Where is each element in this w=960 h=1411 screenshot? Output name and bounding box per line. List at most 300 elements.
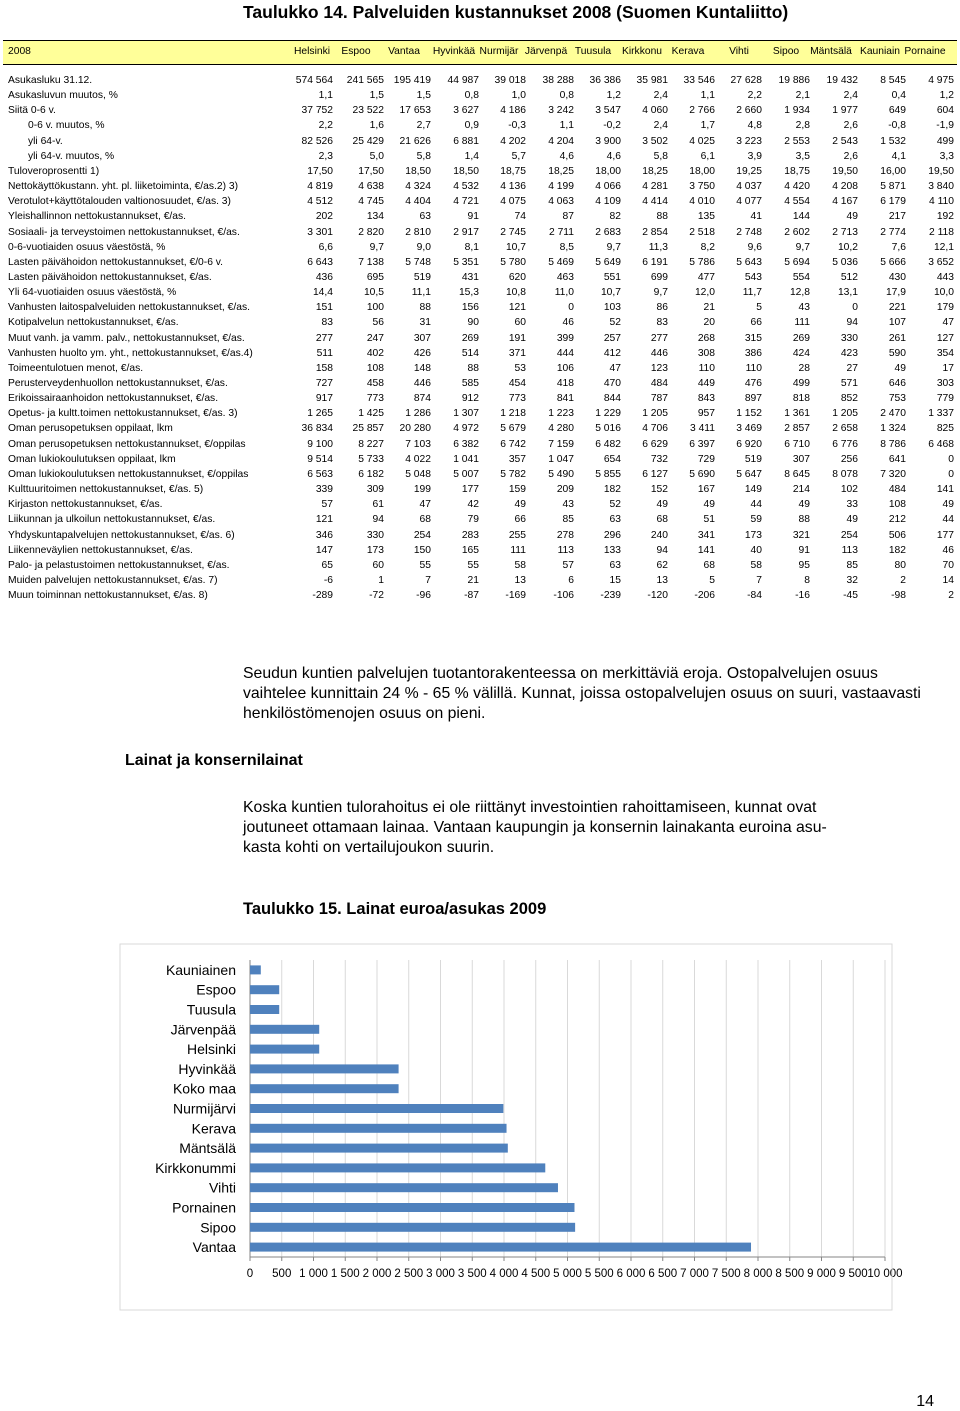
table-cell: 695 [366, 271, 384, 283]
category-label: Tuusula [186, 1001, 236, 1018]
table-cell: 1 977 [832, 105, 858, 117]
table-cell: 18,00 [689, 165, 715, 177]
table-row [8, 271, 956, 285]
table-cell: 47 [609, 362, 621, 374]
table-cell: 41 [750, 211, 762, 223]
table-cell: 6 482 [595, 438, 621, 450]
table-cell: 1,2 [939, 90, 954, 102]
table-cell: 37 752 [301, 105, 333, 117]
table-cell: 19 432 [826, 75, 858, 86]
table-row [8, 195, 956, 209]
table-cell: 63 [419, 211, 431, 223]
table-row [8, 589, 956, 603]
table-cell: 5 016 [595, 423, 621, 435]
category-label: Kirkkonummi [155, 1159, 236, 1176]
table-cell: 199 [413, 484, 431, 496]
paragraph-loans-line: joutuneet ottamaan lainaa. Vantaan kaupungin ja konsernin lainakanta euroina asu- [243, 819, 827, 836]
table-cell: 1 337 [928, 408, 954, 420]
table-cell: 458 [366, 378, 384, 389]
table-cell: 6 742 [500, 438, 526, 450]
table-cell: 604 [936, 105, 954, 117]
table-cell: 182 [888, 544, 906, 556]
table-cell: 729 [697, 453, 715, 465]
table-cell: 55 [419, 559, 431, 571]
table-cell: 1,5 [416, 90, 431, 102]
table-cell: 8,2 [700, 241, 715, 253]
table-cell: 727 [315, 378, 333, 389]
table-cell: 254 [840, 529, 858, 541]
table-cell: 346 [315, 529, 333, 541]
table-cell: -106 [553, 590, 574, 602]
paragraph-loans [243, 798, 960, 858]
table-cell: 10,0 [933, 287, 954, 299]
table-cell: 4 404 [405, 196, 431, 208]
table-cell: 2 748 [736, 226, 762, 238]
table-cell: 371 [508, 347, 526, 359]
table-cell: 4 324 [405, 181, 431, 193]
table-cell: 4 060 [642, 105, 668, 117]
page-number: 14 [916, 1393, 934, 1410]
tick-label: 9 000 [807, 1268, 836, 1280]
table-cell: 4 721 [453, 196, 479, 208]
table-cell: 779 [936, 393, 954, 405]
table-cell: 47 [942, 317, 954, 329]
table-cell: 4 280 [548, 423, 574, 435]
table-row [8, 513, 956, 527]
table-row [8, 377, 956, 391]
table-cell: 16,00 [880, 165, 906, 177]
table-cell: 123 [650, 362, 668, 374]
table-cell: 3,3 [939, 150, 954, 162]
table-cell: 4,6 [559, 150, 574, 162]
table-cell: 94 [656, 544, 668, 556]
table-cell: 195 419 [393, 75, 431, 86]
table-cell: 53 [514, 362, 526, 374]
table-cell: 55 [467, 559, 479, 571]
table-cell: 49 [846, 514, 858, 526]
category-label: Kauniainen [165, 961, 236, 978]
table-cell: 51 [703, 514, 715, 526]
table-cell: 519 [413, 271, 431, 283]
table-cell: 19,50 [928, 165, 954, 177]
table-cell: 8 786 [880, 438, 906, 450]
table-cell: 3 242 [548, 105, 574, 117]
table-cell: 2 518 [689, 226, 715, 238]
table-cell: 79 [467, 514, 479, 526]
table-cell: 4 972 [453, 423, 479, 435]
table-cell: 111 [794, 317, 810, 329]
category-label: Nurmijärvi [173, 1100, 236, 1117]
section-heading-loans: Lainat ja konsernilainat [125, 752, 303, 769]
table-cell: 1,5 [369, 90, 384, 102]
table-cell: 5 694 [784, 256, 810, 268]
table-cell: 49 [703, 499, 715, 511]
table-cell: 4 025 [689, 135, 715, 147]
table-cell: 94 [372, 514, 384, 526]
table-cell: 1 324 [880, 423, 906, 435]
table-cell: 62 [656, 559, 668, 571]
tick-label: 3 000 [426, 1268, 455, 1280]
table-cell: 10,7 [600, 287, 621, 299]
table-cell: 2 713 [832, 226, 858, 238]
column-header: Hyvinkää [432, 46, 476, 57]
table-cell: 15,3 [458, 287, 479, 299]
table-cell: 6 920 [736, 438, 762, 450]
table-cell: 5 871 [880, 181, 906, 193]
table-cell: 5 [709, 574, 715, 586]
table-cell: 94 [846, 317, 858, 329]
table-cell: 4 075 [500, 196, 526, 208]
table-header-row [8, 44, 956, 60]
table-cell: 149 [744, 484, 762, 496]
table-row [8, 544, 956, 558]
table-cell: 773 [508, 393, 526, 405]
table-cell: 28 [798, 362, 810, 374]
table-cell: 9 514 [307, 453, 333, 465]
table-cell: 8 [804, 574, 810, 586]
table-cell: 8 545 [880, 75, 906, 86]
table-cell: 3 840 [928, 181, 954, 193]
row-label: Asukasluvun muutos, % [8, 90, 118, 102]
table-cell: 787 [650, 393, 668, 405]
bar [250, 1163, 545, 1172]
table-cell: 269 [461, 332, 479, 344]
table-cell: 1 205 [642, 408, 668, 420]
row-label: yli 64-v. muutos, % [28, 150, 115, 162]
table-cell: 874 [413, 393, 431, 405]
table-cell: 5 666 [880, 256, 906, 268]
table-cell: 11,7 [742, 287, 762, 299]
table-cell: 17,9 [885, 287, 906, 299]
table-cell: 1 425 [358, 408, 384, 420]
table-cell: 4 819 [307, 181, 333, 193]
tick-label: 10 000 [867, 1268, 903, 1280]
table-cell: 2 766 [689, 105, 715, 117]
table-cell: 753 [888, 393, 906, 405]
table-cell: 418 [556, 378, 574, 389]
table-cell: 4 199 [548, 181, 574, 193]
table-cell: 2 658 [832, 423, 858, 435]
table-row [8, 210, 956, 224]
table-cell: -0,2 [603, 120, 621, 132]
table-cell: 38 288 [542, 75, 574, 86]
table-cell: -6 [323, 574, 333, 586]
table-cell: 1,1 [318, 90, 333, 102]
table-cell: 308 [697, 347, 715, 359]
table-cell: 6 710 [784, 438, 810, 450]
tick-label: 2 000 [362, 1268, 392, 1280]
table-cell: 247 [366, 332, 384, 344]
table-cell: 449 [697, 378, 715, 389]
table-cell: 852 [840, 393, 858, 405]
table-cell: 91 [798, 544, 810, 556]
table-cell: 912 [461, 393, 479, 405]
table-cell: 3 301 [307, 226, 333, 238]
table-cell: 476 [744, 378, 762, 389]
table-row [8, 453, 956, 467]
table-cell: 150 [413, 544, 431, 556]
category-label: Pornainen [172, 1199, 236, 1216]
table-cell: 1 047 [548, 453, 574, 465]
table-cell: 88 [798, 514, 810, 526]
table-cell: 133 [603, 544, 621, 556]
table-cell: 18,75 [784, 165, 810, 177]
table-cell: 5 [756, 302, 762, 314]
table-cell: 2,2 [318, 120, 333, 132]
table-cell: 446 [650, 347, 668, 359]
table-cell: -206 [694, 590, 715, 602]
bar [250, 1084, 399, 1093]
table-cell: 177 [461, 484, 479, 496]
table-cell: -289 [312, 590, 333, 602]
row-label: Palo- ja pelastustoimen nettokustannukset, €/as. [8, 559, 230, 571]
table-cell: 0,8 [464, 90, 479, 102]
table-cell: 5 007 [453, 468, 479, 480]
table-cell: 8,1 [464, 241, 479, 253]
table-cell: 341 [697, 529, 715, 541]
table-cell: 5 647 [736, 468, 762, 480]
table-cell: 424 [792, 347, 810, 359]
table-cell: 5,8 [653, 150, 668, 162]
table-cell: 2,4 [843, 90, 858, 102]
table-cell: 46 [562, 317, 574, 329]
table-cell: 107 [888, 317, 906, 329]
table-cell: 9,0 [416, 241, 431, 253]
table-cell: 307 [792, 453, 810, 465]
table-cell: 261 [888, 332, 906, 344]
table-cell: 818 [792, 393, 810, 405]
table-cell: 156 [461, 302, 479, 314]
table-cell: 33 [846, 499, 858, 511]
column-header: Mäntsälä [810, 46, 852, 57]
table-row [8, 347, 956, 361]
table-cell: 192 [936, 211, 954, 223]
table-cell: 11,1 [411, 287, 431, 299]
table-cell: 8 227 [358, 438, 384, 450]
table-row [8, 362, 956, 376]
column-header: Kerava [671, 46, 705, 57]
table-cell: 484 [888, 484, 906, 496]
table-cell: 6,6 [318, 241, 333, 253]
table-cell: 3 900 [595, 135, 621, 147]
table-cell: 52 [609, 317, 621, 329]
table-cell: 167 [697, 484, 715, 496]
tick-label: 5 000 [553, 1268, 582, 1280]
table-cell: 444 [556, 347, 574, 359]
table-cell: 121 [315, 514, 333, 526]
table-cell: 58 [514, 559, 526, 571]
table-cell: 14 [942, 574, 954, 586]
column-header: Espoo [341, 46, 371, 57]
table-cell: 0 [948, 453, 954, 465]
table-cell: 2,4 [653, 90, 668, 102]
table-cell: 9,6 [747, 241, 762, 253]
table-cell: 212 [888, 514, 906, 526]
row-label: Vanhusten laitospalveluiden nettokustannukset, €/as. [8, 302, 250, 314]
table-cell: 2 820 [358, 226, 384, 238]
table-row [8, 559, 956, 573]
table-cell: 27 628 [730, 75, 762, 86]
table-cell: 5 786 [689, 256, 715, 268]
table-cell: 5 780 [500, 256, 526, 268]
row-label: Yli 64-vuotiaiden osuus väestöstä, % [8, 287, 177, 299]
table-cell: 15 [609, 574, 621, 586]
table-cell: 36 386 [589, 75, 621, 86]
tick-label: 0 [246, 1268, 254, 1280]
table-cell: 1 229 [595, 408, 621, 420]
table-cell: 423 [840, 347, 858, 359]
table-cell: 2,8 [795, 120, 810, 132]
table-cell: 82 526 [301, 135, 333, 147]
table-cell: 2 660 [736, 105, 762, 117]
table-row [8, 483, 956, 497]
table-cell: 82 [609, 211, 621, 223]
table-cell: 499 [792, 378, 810, 389]
table-cell: 6 563 [307, 468, 333, 480]
table-cell: 44 987 [447, 75, 479, 86]
table-cell: 277 [315, 332, 333, 344]
row-label: Lasten päivähoidon nettokustannukset, €/as. [8, 271, 212, 283]
table-cell: 402 [366, 347, 384, 359]
bar [250, 1005, 279, 1014]
table-cell: 2 854 [642, 226, 668, 238]
table-cell: 283 [461, 529, 479, 541]
table-cell: 7 103 [405, 438, 431, 450]
table-cell: -96 [416, 590, 431, 602]
table-cell: 5 855 [595, 468, 621, 480]
table-cell: 13 [514, 574, 526, 586]
table-cell: 165 [461, 544, 479, 556]
table-cell: 4 420 [784, 181, 810, 193]
table-cell: 454 [508, 378, 526, 389]
table-cell: 6 382 [453, 438, 479, 450]
table-cell: 254 [413, 529, 431, 541]
table-cell: -169 [505, 590, 526, 602]
table-cell: 68 [419, 514, 431, 526]
row-label: Oman perusopetuksen nettokustannukset, €/oppilas [8, 438, 246, 450]
table-cell: 63 [609, 514, 621, 526]
table-cell: 2 470 [880, 408, 906, 420]
table-cell: 732 [650, 453, 668, 465]
table-cell: 2 553 [784, 135, 810, 147]
table-cell: 111 [510, 544, 526, 556]
table-cell: 20 280 [399, 423, 431, 435]
table-cell: 18,50 [405, 165, 431, 177]
table-cell: 108 [888, 499, 906, 511]
bar [250, 1183, 558, 1192]
table-cell: 13,1 [837, 287, 858, 299]
tick-label: 1 000 [299, 1268, 328, 1280]
table-cell: 134 [366, 211, 384, 223]
chart-frame [120, 944, 892, 1310]
table-cell: 4 066 [595, 181, 621, 193]
table-cell: 4 706 [642, 423, 668, 435]
table-cell: 3 750 [689, 181, 715, 193]
table-row [8, 316, 956, 330]
table-cell: 191 [508, 332, 526, 344]
row-label: Oman lukiokoulutuksen oppilaat, lkm [8, 453, 176, 465]
table-cell: 339 [315, 484, 333, 496]
table-row [8, 422, 956, 436]
table-cell: 4 063 [548, 196, 574, 208]
category-label: Vantaa [192, 1239, 236, 1256]
table-row [8, 498, 956, 512]
table-row [8, 468, 956, 482]
table-cell: 4 010 [689, 196, 715, 208]
table-cell: 277 [650, 332, 668, 344]
table-cell: 59 [750, 514, 762, 526]
table-cell: 40 [750, 544, 762, 556]
table-cell: 0 [948, 468, 954, 480]
table-cell: 4 204 [548, 135, 574, 147]
bar [250, 1104, 503, 1113]
table-cell: 699 [650, 271, 668, 283]
table-cell: 4 554 [784, 196, 810, 208]
column-header: Kauniain [859, 46, 901, 57]
table-cell: 511 [316, 347, 333, 359]
row-label: Muut vanh. ja vamm. palv., nettokustannukset, €/as. [8, 332, 245, 344]
table-cell: 3 411 [689, 423, 715, 435]
table-cell: 49 [894, 362, 906, 374]
table-cell: 4 077 [736, 196, 762, 208]
table-cell: 7 320 [880, 468, 906, 480]
tick-label: 500 [272, 1268, 292, 1280]
table-cell: 4 208 [832, 181, 858, 193]
table-row [8, 529, 956, 543]
table-cell: 0,8 [559, 90, 574, 102]
row-label: yli 64-v. [28, 135, 63, 147]
table-cell: 179 [936, 302, 954, 314]
table-cell: 5,8 [416, 150, 431, 162]
table-cell: 148 [413, 362, 431, 374]
table-cell: 2 118 [928, 226, 954, 238]
table-cell: 6 182 [358, 468, 384, 480]
table-cell: 13 [656, 574, 668, 586]
row-label: Yleishallinnon nettokustannukset, €/as. [8, 211, 187, 223]
table-cell: 2,6 [843, 120, 858, 132]
table-row [8, 574, 956, 588]
table-cell: 103 [603, 302, 621, 314]
table-cell: 4 975 [928, 75, 954, 86]
table-cell: 23 522 [352, 105, 384, 117]
table-cell: 49 [798, 499, 810, 511]
table-cell: 32 [846, 574, 858, 586]
table-cell: 386 [744, 347, 762, 359]
table-cell: 4,8 [747, 120, 762, 132]
table-cell: 4,1 [891, 150, 906, 162]
table-cell: 4 022 [405, 453, 431, 465]
table-cell: 11,0 [554, 287, 574, 299]
table-cell: 519 [744, 453, 762, 465]
table-cell: 86 [656, 302, 668, 314]
table-cell: 1 361 [784, 408, 810, 420]
table-row [8, 407, 956, 421]
table-cell: 330 [840, 332, 858, 344]
table-cell: 68 [703, 559, 715, 571]
table-row [8, 150, 956, 164]
table-cell: 108 [366, 362, 384, 374]
table-cell: 159 [508, 484, 526, 496]
table-cell: 2 857 [784, 423, 810, 435]
table-cell: 307 [413, 332, 431, 344]
table-cell: 1,6 [369, 120, 384, 132]
table-row [8, 438, 956, 452]
table-cell: 590 [888, 347, 906, 359]
row-label: Nettokäyttökustann. yht. pl. liiketoiminta, €/as.2) 3) [8, 181, 239, 193]
table-cell: 9,7 [653, 287, 668, 299]
bar [250, 1243, 751, 1252]
bar [250, 1124, 507, 1133]
